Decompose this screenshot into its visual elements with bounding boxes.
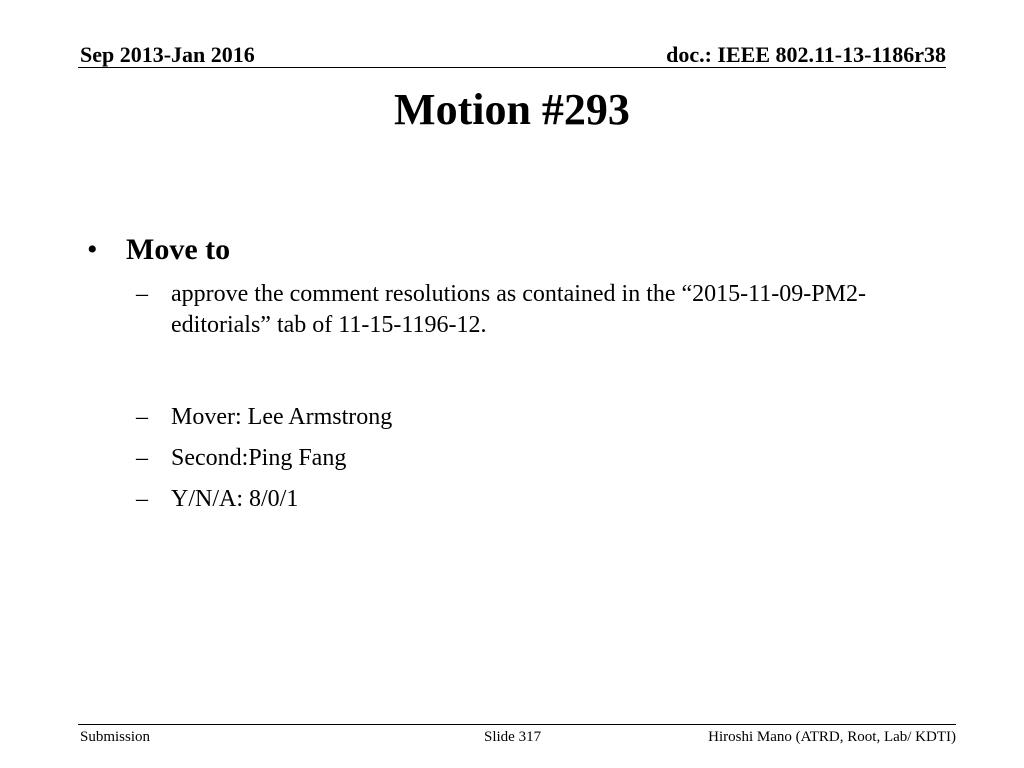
main-bullet-text: Move to: [126, 233, 231, 266]
sub-bullet-marker-1: –: [136, 281, 148, 307]
sub-bullet-marker-3: –: [136, 445, 148, 471]
sub-bullet-text-2: Mover: Lee Armstrong: [171, 404, 393, 430]
sub-bullet-text-1: approve the comment resolutions as contained in the “2015-11-09-PM2-editorials” tab of 11-15-1196-12.: [171, 281, 866, 338]
sub-bullet-marker-2: –: [136, 404, 148, 430]
header-divider: [78, 67, 946, 68]
sub-bullet-text-3: Second:Ping Fang: [171, 445, 347, 471]
sub-bullet-marker-4: –: [136, 486, 148, 512]
header-doc-id: doc.: IEEE 802.11-13-1186r38: [666, 42, 946, 67]
main-bullet-marker: •: [87, 233, 98, 266]
slide-title: Motion #293: [394, 85, 630, 134]
footer-submission: Submission: [80, 729, 151, 745]
header-date-range: Sep 2013-Jan 2016: [80, 42, 255, 67]
footer-author: Hiroshi Mano (ATRD, Root, Lab/ KDTI): [708, 729, 956, 745]
footer-divider: [78, 724, 956, 725]
footer-slide-number: Slide 317: [484, 729, 542, 745]
sub-bullet-text-4: Y/N/A: 8/0/1: [171, 486, 299, 512]
